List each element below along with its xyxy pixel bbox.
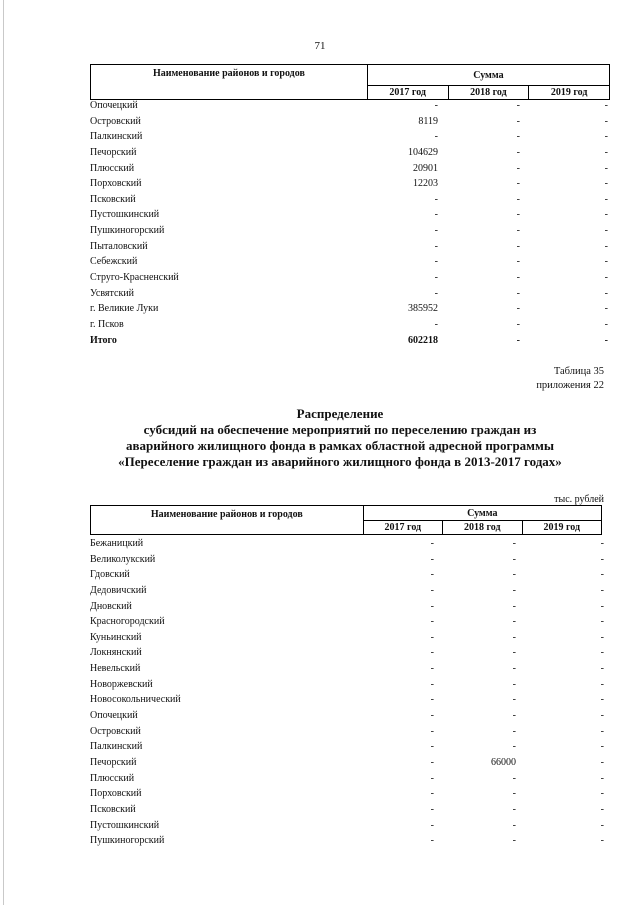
table-row (88, 536, 604, 552)
table1-header-year: 2019 год (529, 86, 610, 100)
cell-2019: - (600, 710, 604, 722)
cell-2017: - (430, 725, 434, 737)
row-name: Пустошкинский (90, 209, 160, 221)
cell-2019: - (600, 616, 604, 628)
cell-2018: - (516, 193, 520, 205)
cell-2018: - (512, 616, 516, 628)
cell-2018: - (512, 835, 516, 847)
cell-2019: - (600, 663, 604, 675)
cell-2018: 66000 (491, 756, 516, 768)
row-name: Печорский (90, 146, 137, 158)
cell-2019: - (604, 115, 608, 127)
cell-2018: - (516, 131, 520, 143)
table1-header-sum: Сумма (367, 65, 609, 86)
cell-2017: - (430, 600, 434, 612)
row-name: Дедовичский (90, 584, 147, 596)
row-name: Островский (90, 115, 141, 127)
cell-2017: 20901 (413, 162, 438, 174)
cell-2017: - (430, 835, 434, 847)
table-row (88, 771, 604, 787)
cell-2017: - (430, 663, 434, 675)
document-title (40, 406, 640, 470)
row-name: Гдовский (90, 569, 130, 581)
row-name: Пустошкинский (90, 819, 160, 831)
table2-header-year: 2018 год (443, 521, 522, 535)
cell-2017: - (430, 710, 434, 722)
table-row (88, 599, 604, 615)
cell-2018: - (512, 584, 516, 596)
row-name: Псковский (90, 193, 136, 205)
cell-2019: - (600, 725, 604, 737)
cell-2019: - (604, 318, 608, 330)
cell-2018: - (512, 788, 516, 800)
table-row (88, 145, 608, 161)
scan-edge-line (3, 0, 4, 905)
cell-2017: - (430, 616, 434, 628)
cell-2017: - (434, 131, 438, 143)
table-row (88, 286, 608, 302)
cell-2017: - (434, 193, 438, 205)
table2-header-year: 2019 год (522, 521, 602, 535)
table1-header-year: 2018 год (448, 86, 529, 100)
table-row-total (88, 333, 608, 349)
table-row (88, 630, 604, 646)
table-row (88, 818, 604, 834)
cell-2017: - (434, 287, 438, 299)
cell-2018: - (516, 209, 520, 221)
row-name: Великолукский (90, 553, 156, 565)
cell-2018: - (516, 272, 520, 284)
table-row (88, 802, 604, 818)
table-row (88, 270, 608, 286)
table-row (88, 786, 604, 802)
cell-2018: - (516, 334, 520, 346)
cell-2019: - (600, 584, 604, 596)
cell-2019: - (604, 225, 608, 237)
cell-2018: - (516, 303, 520, 315)
table-row (88, 254, 608, 270)
cell-2018: - (516, 318, 520, 330)
cell-2019: - (600, 538, 604, 549)
cell-2017: - (434, 209, 438, 221)
cell-2018: - (516, 178, 520, 190)
cell-2018: - (512, 710, 516, 722)
cell-2018: - (516, 256, 520, 268)
row-name: Усвятский (90, 287, 134, 299)
cell-2019: - (604, 256, 608, 268)
table2-body (88, 536, 604, 849)
cell-2019: - (600, 772, 604, 784)
table-row (88, 692, 604, 708)
table2-header (90, 505, 602, 535)
cell-2019: - (604, 303, 608, 315)
table-caption-appendix: приложения 22 (536, 380, 604, 391)
table-caption (536, 365, 604, 393)
row-name: Струго-Красненский (90, 272, 179, 284)
row-name: Новосокольнический (90, 694, 181, 706)
row-name: Локнянский (90, 647, 142, 659)
table2-header-name: Наименование районов и городов (91, 506, 364, 535)
row-name: Плюсский (90, 162, 135, 174)
table-row (88, 614, 604, 630)
cell-2017: - (430, 694, 434, 706)
table-row (88, 661, 604, 677)
cell-2018: - (512, 553, 516, 565)
cell-2019: - (604, 178, 608, 190)
cell-2017: - (430, 788, 434, 800)
table1-body (88, 98, 608, 348)
table2-header-sum: Сумма (363, 506, 601, 521)
cell-2017: - (430, 756, 434, 768)
table-row (88, 645, 604, 661)
cell-2017: - (430, 741, 434, 753)
cell-2018: - (516, 100, 520, 111)
cell-2018: - (512, 819, 516, 831)
table-row (88, 207, 608, 223)
cell-2018: - (512, 678, 516, 690)
row-name: Псковский (90, 803, 136, 815)
cell-2017: 12203 (413, 178, 438, 190)
cell-2019: - (600, 600, 604, 612)
row-name: Опочецкий (90, 100, 138, 111)
row-name: Итого (90, 334, 117, 346)
cell-2017: - (430, 584, 434, 596)
cell-2019: - (600, 741, 604, 753)
cell-2018: - (512, 803, 516, 815)
table-row (88, 239, 608, 255)
cell-2018: - (516, 287, 520, 299)
table-row (88, 567, 604, 583)
row-name: Бежаницкий (90, 538, 144, 549)
row-name: Пушкиногорский (90, 835, 165, 847)
cell-2019: - (604, 287, 608, 299)
title-line: Распределение (296, 406, 384, 421)
cell-2017: - (434, 272, 438, 284)
title-line: «Переселение граждан из аварийного жилищного фонда в 2013-2017 годах» (118, 454, 562, 469)
cell-2017: 104629 (408, 146, 438, 158)
cell-2017: 385952 (408, 303, 438, 315)
row-name: Палкинский (90, 131, 143, 143)
cell-2019: - (604, 131, 608, 143)
row-name: Невельский (90, 663, 141, 675)
cell-2018: - (516, 225, 520, 237)
cell-2017: - (430, 569, 434, 581)
cell-2018: - (512, 538, 516, 549)
cell-2017: - (430, 538, 434, 549)
table-caption-number: Таблица 35 (553, 366, 604, 377)
cell-2017: - (430, 819, 434, 831)
cell-2018: - (512, 569, 516, 581)
row-name: Палкинский (90, 741, 143, 753)
table1-header-year: 2017 год (367, 86, 448, 100)
row-name: Пушкиногорский (90, 225, 165, 237)
cell-2018: - (512, 647, 516, 659)
cell-2019: - (600, 631, 604, 643)
cell-2018: - (512, 600, 516, 612)
cell-2017: - (430, 803, 434, 815)
cell-2019: - (604, 193, 608, 205)
row-name: г. Великие Луки (90, 303, 159, 315)
units-label: тыс. рублей (554, 494, 604, 505)
cell-2018: - (512, 631, 516, 643)
table2-header-year: 2017 год (363, 521, 442, 535)
table1-header (90, 64, 610, 100)
table-row (88, 223, 608, 239)
cell-2019: - (604, 162, 608, 174)
cell-2017: - (430, 772, 434, 784)
table-row (88, 192, 608, 208)
cell-2017: - (430, 631, 434, 643)
cell-2017: - (434, 318, 438, 330)
cell-2018: - (516, 115, 520, 127)
row-name: Новоржевский (90, 678, 153, 690)
row-name: Порховский (90, 178, 142, 190)
cell-2017: - (430, 678, 434, 690)
row-name: г. Псков (90, 318, 124, 330)
cell-2019: - (600, 553, 604, 565)
table-row (88, 583, 604, 599)
table1-header-name: Наименование районов и городов (91, 65, 368, 100)
cell-2019: - (600, 647, 604, 659)
cell-2018: - (516, 146, 520, 158)
table-row (88, 724, 604, 740)
cell-2017: - (434, 225, 438, 237)
cell-2018: - (516, 240, 520, 252)
cell-2019: - (600, 819, 604, 831)
table-row (88, 98, 608, 114)
cell-2017: - (434, 100, 438, 111)
table-row (88, 833, 604, 849)
table-row (88, 739, 604, 755)
cell-2018: - (516, 162, 520, 174)
row-name: Опочецкий (90, 710, 138, 722)
cell-2019: - (604, 272, 608, 284)
cell-2019: - (600, 756, 604, 768)
cell-2017: - (434, 240, 438, 252)
table-row (88, 708, 604, 724)
title-line: субсидий на обеспечение мероприятий по переселению граждан из (143, 422, 537, 437)
cell-2019: - (604, 240, 608, 252)
cell-2019: - (600, 569, 604, 581)
cell-2019: - (600, 788, 604, 800)
row-name: Печорский (90, 756, 137, 768)
table-row (88, 317, 608, 333)
cell-2019: - (604, 100, 608, 111)
page-number: 71 (314, 40, 326, 52)
table-row (88, 176, 608, 192)
table-row (88, 755, 604, 771)
table-row (88, 301, 608, 317)
cell-2019: - (600, 803, 604, 815)
table-row (88, 114, 608, 130)
row-name: Порховский (90, 788, 142, 800)
cell-2017: - (430, 647, 434, 659)
cell-2019: - (604, 146, 608, 158)
cell-2019: - (600, 835, 604, 847)
cell-2017: 8119 (418, 115, 438, 127)
table-row (88, 677, 604, 693)
cell-2018: - (512, 741, 516, 753)
cell-2017: 602218 (408, 334, 438, 346)
cell-2018: - (512, 663, 516, 675)
table-row (88, 552, 604, 568)
cell-2019: - (600, 678, 604, 690)
row-name: Красногородский (90, 616, 165, 628)
cell-2017: - (430, 553, 434, 565)
row-name: Плюсский (90, 772, 135, 784)
title-line: аварийного жилищного фонда в рамках областной адресной программы (125, 438, 555, 453)
cell-2019: - (604, 209, 608, 221)
cell-2018: - (512, 694, 516, 706)
row-name: Островский (90, 725, 141, 737)
row-name: Пыталовский (90, 240, 148, 252)
table-row (88, 161, 608, 177)
table-row (88, 129, 608, 145)
cell-2019: - (604, 334, 608, 346)
row-name: Дновский (90, 600, 132, 612)
row-name: Куньинский (90, 631, 142, 643)
cell-2018: - (512, 772, 516, 784)
cell-2018: - (512, 725, 516, 737)
cell-2017: - (434, 256, 438, 268)
cell-2019: - (600, 694, 604, 706)
row-name: Себежский (90, 256, 138, 268)
